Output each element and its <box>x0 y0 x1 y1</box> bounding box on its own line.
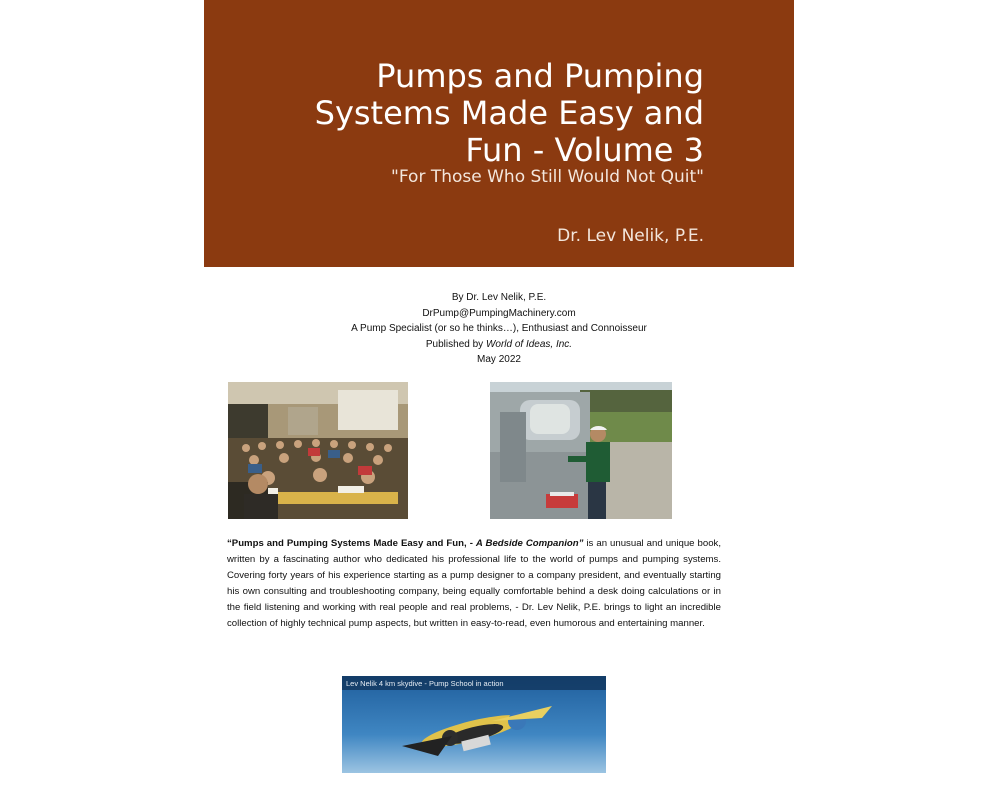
credits-block <box>204 290 794 368</box>
book-author: Dr. Lev Nelik, P.E. <box>557 226 704 246</box>
description-lead: “Pumps and Pumping Systems Made Easy and Fun, - <box>227 538 476 549</box>
pump-field-photo-illustration <box>490 382 672 519</box>
book-title-line: Pumps and Pumping <box>376 57 704 95</box>
skydive-video-thumbnail <box>342 676 606 773</box>
publisher-name: World of Ideas, Inc. <box>485 338 573 350</box>
book-title <box>244 58 704 169</box>
book-title-line: Fun - Volume 3 <box>465 131 704 169</box>
book-title-line: Systems Made Easy and <box>314 94 704 132</box>
pump-field-photo <box>490 382 672 519</box>
publish-date: May 2022 <box>477 354 521 365</box>
author-role: A Pump Specialist (or so he thinks…), Enthusiast and Connoisseur <box>351 323 647 334</box>
description-body: is an unusual and unique book, written by a fascinating author who dedicated his professional life to the world of pumps and pumping systems. Covering forty years of his experience starting as a pump designer to a company president, and eventually starting his own consulting and troubleshooting company, being equally comfortable behind a desk doing calculations or in the field listening and working with real people and real problems, - Dr. Lev Nelik, P.E. brings to light an incredible collection of highly technical pump aspects, but written in easy-to-read, even humorous and entertaining manner. <box>227 538 721 629</box>
skydive-video[interactable] <box>342 676 606 773</box>
video-caption: Lev Nelik 4 km skydive - Pump School in action <box>346 679 504 688</box>
book-page <box>204 0 794 800</box>
classroom-photo-illustration <box>228 382 408 519</box>
description-lead-subtitle: A Bedside Companion” <box>475 538 584 549</box>
published-line <box>204 337 794 353</box>
by-line: By Dr. Lev Nelik, P.E. <box>451 292 547 303</box>
cover-banner <box>204 0 794 267</box>
published-prefix: Published by <box>425 338 486 350</box>
classroom-photo <box>228 382 408 519</box>
book-subtitle: "For Those Who Still Would Not Quit" <box>391 167 704 187</box>
book-description <box>227 536 721 632</box>
author-email[interactable]: DrPump@PumpingMachinery.com <box>422 307 576 319</box>
